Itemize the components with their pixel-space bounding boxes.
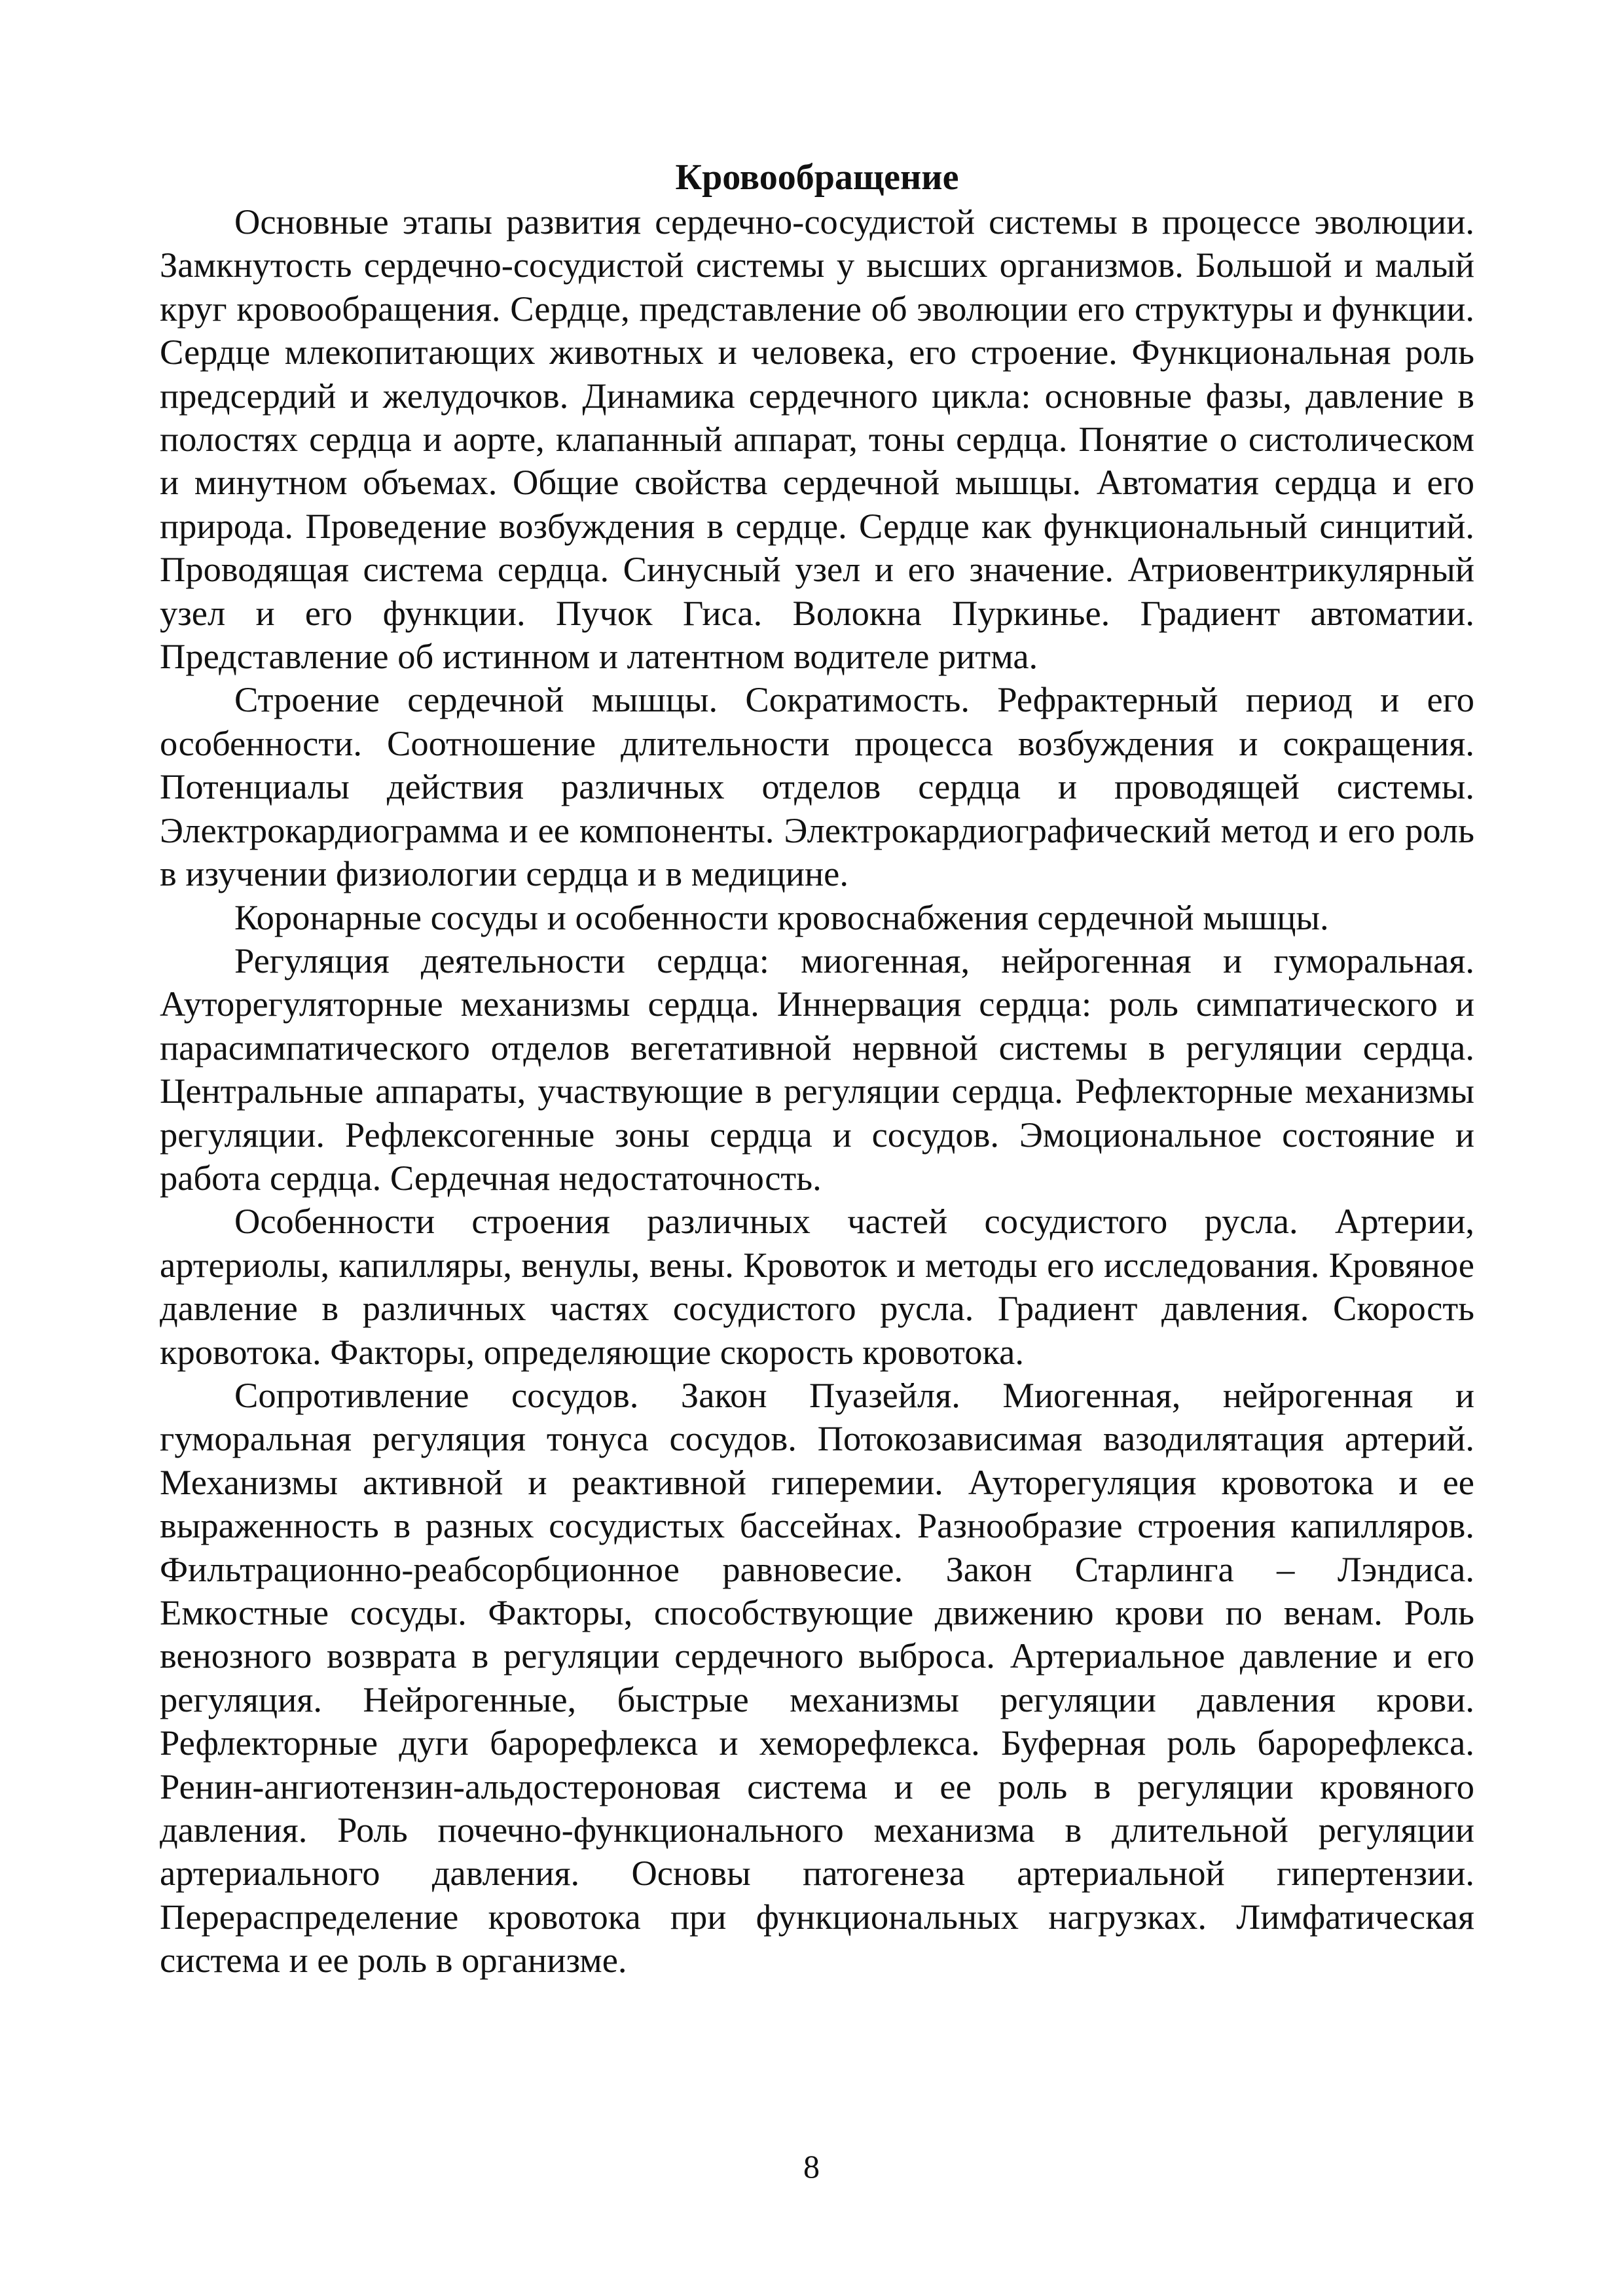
paragraph-vascular-bed: Особенности строения различных частей сосудистого русла. Артерии, артериолы, капилляры, венулы, вены. Кровоток и методы его исследования. Кровяное давление в различных частях сосудистого русла. Градиент давления. Скорость кровотока. Факторы, определяющие скорость кровотока. [160,1201,1474,1372]
document-page [160,156,1474,1982]
paragraph-heart-regulation: Регуляция деятельности сердца: миогенная, нейрогенная и гуморальная. Ауторегуляторные механизмы сердца. Иннервация сердца: роль симпатического и парасимпатического отделов вегетативной нервной системы в регуляции сердца. Центральные аппараты, участвующие в регуляции сердца. Рефлекторные механизмы регуляции. Рефлексогенные зоны сердца и сосудов. Эмоциональное состояние и работа сердца. Сердечная недостаточность. [160,940,1474,1198]
page-number: 8 [803,2148,820,2185]
paragraph-coronary-vessels: Коронарные сосуды и особенности кровоснабжения сердечной мышцы. [234,897,1329,937]
section-title: Кровообращение [675,157,959,198]
paragraph-cardiovascular-evolution: Основные этапы развития сердечно-сосудистой системы в процессе эволюции. Замкнутость сердечно-сосудистой системы у высших организмов. Большой и малый круг кровообращения. Сердце, представление об эволюции его структуры и функции. Сердце млекопитающих животных и человека, его строение. Функциональная роль предсердий и желудочков. Динамика сердечного цикла: основные фазы, давление в полостях сердца и аорте, клапанный аппарат, тоны сердца. Понятие о систолическом и минутном объемах. Общие свойства сердечной мышцы. Автоматия сердца и его природа. Проведение возбуждения в сердце. Сердце как функциональный синцитий. Проводящая система сердца. Синусный узел и его значение. Атриовентрикулярный узел и его функции. Пучок Гиса. Волокна Пуркинье. Градиент автоматии. Представление об истинном и латентном водителе ритма. [160,202,1474,677]
paragraph-vascular-resistance: Сопротивление сосудов. Закон Пуазейля. Миогенная, нейрогенная и гуморальная регуляция тонуса сосудов. Потокозависимая вазодилятация артерий. Механизмы активной и реактивной гиперемии. Ауторегуляция кровотока и ее выраженность в разных сосудистых бассейнах. Разнообразие строения капилляров. Фильтрационно-реабсорбционное равновесие. Закон Старлинга – Лэндиса. Емкостные сосуды. Факторы, способствующие движению крови по венам. Роль венозного возврата в регуляции сердечного выброса. Артериальное давление и его регуляция. Нейрогенные, быстрые механизмы регуляции давления крови. Рефлекторные дуги барорефлекса и хеморефлекса. Буферная роль барорефлекса. Ренин-ангиотензин-альдостероновая система и ее роль в регуляции кровяного давления. Роль почечно-функционального механизма в длительной регуляции артериального давления. Основы патогенеза артериальной гипертензии. Перераспределение кровотока при функциональных нагрузках. Лимфатическая система и ее роль в организме. [160,1374,1474,1981]
paragraph-heart-muscle-structure: Строение сердечной мышцы. Сократимость. Рефрактерный период и его особенности. Соотношение длительности процесса возбуждения и сокращения. Потенциалы действия различных отделов сердца и проводящей системы. Электрокардиограмма и ее компоненты. Электрокардиографический метод и его роль в изучении физиологии сердца и в медицине. [160,679,1474,894]
